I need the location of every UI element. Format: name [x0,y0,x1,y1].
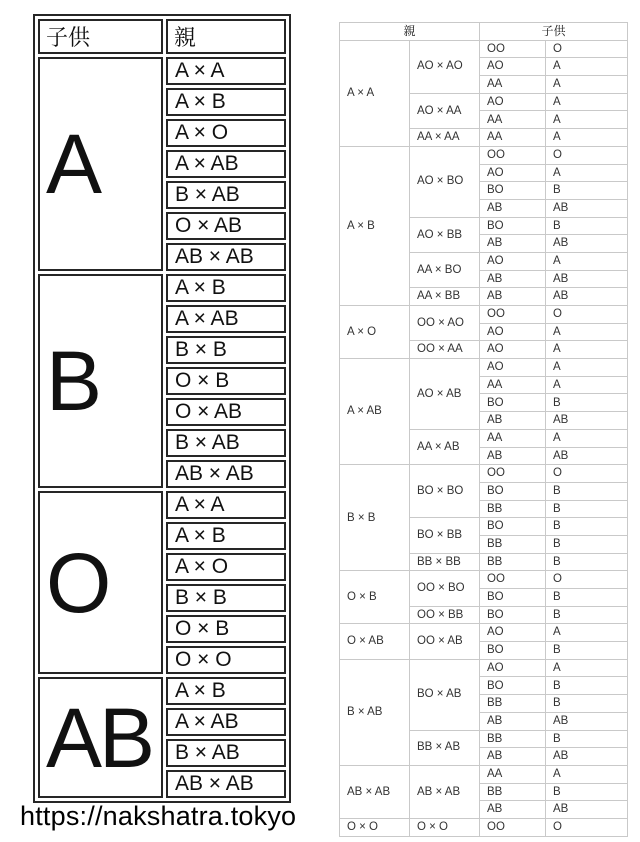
right-table-row [340,765,628,783]
right-table-row [340,624,628,642]
child-phenotype-cell: AB [546,270,628,288]
parent-pair-cell: B × B [166,584,286,612]
child-genotype-cell: BB [480,695,546,713]
parent-phenotype-cell: A × AB [340,359,410,465]
child-genotype-cell: BO [480,677,546,695]
parent-genotype-cell: OO × AO [410,306,480,341]
parent-phenotype-cell: AB × AB [340,765,410,818]
child-genotype-cell: AB [480,235,546,253]
right-table-header-row [340,23,628,41]
child-phenotype-cell: AB [546,199,628,217]
left-table-row [38,57,286,85]
parent-phenotype-cell: A × B [340,146,410,305]
left-table-row [38,677,286,705]
child-phenotype-cell: B [546,394,628,412]
parent-pair-cell: O × O [166,646,286,674]
child-genotype-cell: AO [480,323,546,341]
child-genotype-cell: AB [480,712,546,730]
child-phenotype-cell: B [546,730,628,748]
parent-genotype-cell: BO × AB [410,659,480,730]
child-genotype-cell: AA [480,111,546,129]
child-phenotype-cell: A [546,765,628,783]
parent-phenotype-cell: A × A [340,40,410,146]
child-phenotype-cell: B [546,500,628,518]
child-genotype-cell: AO [480,58,546,76]
parent-pair-cell: B × AB [166,181,286,209]
right-table-row [340,571,628,589]
child-to-parents-table-frame [33,14,291,803]
child-phenotype-cell: AB [546,447,628,465]
child-genotype-cell: AA [480,76,546,94]
child-phenotype-cell: B [546,606,628,624]
child-blood-type-cell: O [38,491,163,674]
child-genotype-cell: BO [480,394,546,412]
parent-genotype-cell: AO × BB [410,217,480,252]
child-genotype-cell: BO [480,182,546,200]
child-genotype-cell: AO [480,341,546,359]
child-phenotype-cell: B [546,642,628,660]
child-phenotype-cell: AB [546,288,628,306]
child-blood-type-cell: AB [38,677,163,798]
child-genotype-cell: OO [480,818,546,836]
parent-genotype-cell: AA × BB [410,288,480,306]
parent-phenotype-cell: O × B [340,571,410,624]
child-genotype-cell: AB [480,748,546,766]
child-phenotype-cell: A [546,624,628,642]
parent-genotype-cell: BO × BO [410,465,480,518]
parent-pair-cell: B × AB [166,739,286,767]
parent-genotype-cell: AO × AO [410,40,480,93]
parent-pair-cell: B × B [166,336,286,364]
child-phenotype-cell: O [546,818,628,836]
child-phenotype-cell: B [546,182,628,200]
parent-genotype-cell: AA × AB [410,429,480,464]
child-phenotype-cell: AB [546,801,628,819]
parent-pair-cell: A × O [166,119,286,147]
child-genotype-cell: AO [480,659,546,677]
child-genotype-cell: AB [480,801,546,819]
child-phenotype-cell: B [546,695,628,713]
child-to-parents-table [35,16,289,801]
child-blood-type-cell: B [38,274,163,488]
child-genotype-cell: OO [480,306,546,324]
child-genotype-cell: BO [480,482,546,500]
child-genotype-cell: AA [480,765,546,783]
parent-genotype-cell: OO × BO [410,571,480,606]
child-phenotype-cell: O [546,146,628,164]
child-phenotype-cell: A [546,129,628,147]
parent-pair-cell: A × O [166,553,286,581]
parent-pair-cell: A × B [166,274,286,302]
child-genotype-cell: AO [480,164,546,182]
parent-pair-cell: A × B [166,522,286,550]
parent-phenotype-cell: B × B [340,465,410,571]
child-genotype-cell: OO [480,40,546,58]
child-phenotype-cell: A [546,359,628,377]
left-header-child: 子供 [38,19,163,54]
child-phenotype-cell: A [546,252,628,270]
child-phenotype-cell: B [546,482,628,500]
parent-genotype-cell: AO × AB [410,359,480,430]
parent-pair-cell: A × B [166,677,286,705]
child-phenotype-cell: A [546,376,628,394]
parent-genotype-cell: AO × AA [410,93,480,128]
child-genotype-cell: OO [480,571,546,589]
right-header-child: 子供 [480,23,628,41]
child-genotype-cell: AA [480,129,546,147]
parent-pair-cell: A × AB [166,305,286,333]
child-phenotype-cell: A [546,58,628,76]
child-phenotype-cell: O [546,306,628,324]
right-table-row [340,818,628,836]
parent-pair-cell: A × A [166,57,286,85]
parent-pair-cell: AB × AB [166,460,286,488]
child-phenotype-cell: A [546,323,628,341]
right-table-row [340,359,628,377]
child-genotype-cell: BB [480,535,546,553]
parent-genotype-cell: AA × BO [410,252,480,287]
child-genotype-cell: BB [480,730,546,748]
child-genotype-cell: BO [480,642,546,660]
child-phenotype-cell: B [546,783,628,801]
child-genotype-cell: AB [480,270,546,288]
child-phenotype-cell: O [546,465,628,483]
right-table-row [340,659,628,677]
child-phenotype-cell: O [546,40,628,58]
child-phenotype-cell: AB [546,235,628,253]
child-phenotype-cell: A [546,659,628,677]
child-genotype-cell: BO [480,518,546,536]
child-blood-type-cell: A [38,57,163,271]
child-phenotype-cell: A [546,164,628,182]
parent-phenotype-cell: O × O [340,818,410,836]
child-genotype-cell: AO [480,624,546,642]
left-table-row [38,491,286,519]
parent-genotype-cell: AO × BO [410,146,480,217]
child-phenotype-cell: AB [546,712,628,730]
child-genotype-cell: AO [480,359,546,377]
parent-genotype-cell: AA × AA [410,129,480,147]
parent-genotype-cell: OO × BB [410,606,480,624]
child-phenotype-cell: B [546,217,628,235]
child-phenotype-cell: O [546,571,628,589]
child-phenotype-cell: A [546,429,628,447]
parent-pair-cell: B × AB [166,429,286,457]
child-genotype-cell: OO [480,465,546,483]
child-phenotype-cell: A [546,341,628,359]
child-phenotype-cell: B [546,589,628,607]
parent-pair-cell: O × AB [166,212,286,240]
child-genotype-cell: AB [480,447,546,465]
genotype-table [339,22,628,837]
right-table-row [340,40,628,58]
parent-pair-cell: A × AB [166,708,286,736]
child-phenotype-cell: B [546,535,628,553]
parent-pair-cell: O × AB [166,398,286,426]
child-genotype-cell: AO [480,93,546,111]
child-genotype-cell: BO [480,217,546,235]
right-table-row [340,465,628,483]
genotype-table-frame [339,22,627,837]
child-genotype-cell: AA [480,429,546,447]
source-url: https://nakshatra.tokyo [20,801,297,831]
child-genotype-cell: AB [480,288,546,306]
parent-genotype-cell: BB × AB [410,730,480,765]
parent-pair-cell: AB × AB [166,770,286,798]
left-table-row [38,274,286,302]
parent-genotype-cell: BB × BB [410,553,480,571]
parent-pair-cell: A × B [166,88,286,116]
child-genotype-cell: AB [480,412,546,430]
parent-pair-cell: O × B [166,615,286,643]
child-genotype-cell: BB [480,783,546,801]
child-phenotype-cell: B [546,518,628,536]
child-genotype-cell: BB [480,553,546,571]
parent-pair-cell: O × B [166,367,286,395]
child-genotype-cell: AO [480,252,546,270]
right-table-row [340,306,628,324]
parent-genotype-cell: OO × AB [410,624,480,659]
parent-genotype-cell: O × O [410,818,480,836]
parent-pair-cell: A × A [166,491,286,519]
child-phenotype-cell: AB [546,748,628,766]
child-phenotype-cell: AB [546,412,628,430]
child-phenotype-cell: B [546,553,628,571]
parent-pair-cell: AB × AB [166,243,286,271]
right-header-parent: 親 [340,23,480,41]
parent-genotype-cell: AB × AB [410,765,480,818]
child-genotype-cell: BO [480,589,546,607]
parent-phenotype-cell: A × O [340,306,410,359]
child-genotype-cell: AA [480,376,546,394]
child-phenotype-cell: A [546,93,628,111]
parent-genotype-cell: OO × AA [410,341,480,359]
right-table-row [340,146,628,164]
child-genotype-cell: BO [480,606,546,624]
child-genotype-cell: OO [480,146,546,164]
child-genotype-cell: BB [480,500,546,518]
left-table-header-row [38,19,286,54]
child-phenotype-cell: B [546,677,628,695]
parent-genotype-cell: BO × BB [410,518,480,553]
child-phenotype-cell: A [546,76,628,94]
child-genotype-cell: AB [480,199,546,217]
child-phenotype-cell: A [546,111,628,129]
parent-phenotype-cell: O × AB [340,624,410,659]
left-header-parent: 親 [166,19,286,54]
parent-pair-cell: A × AB [166,150,286,178]
parent-phenotype-cell: B × AB [340,659,410,765]
